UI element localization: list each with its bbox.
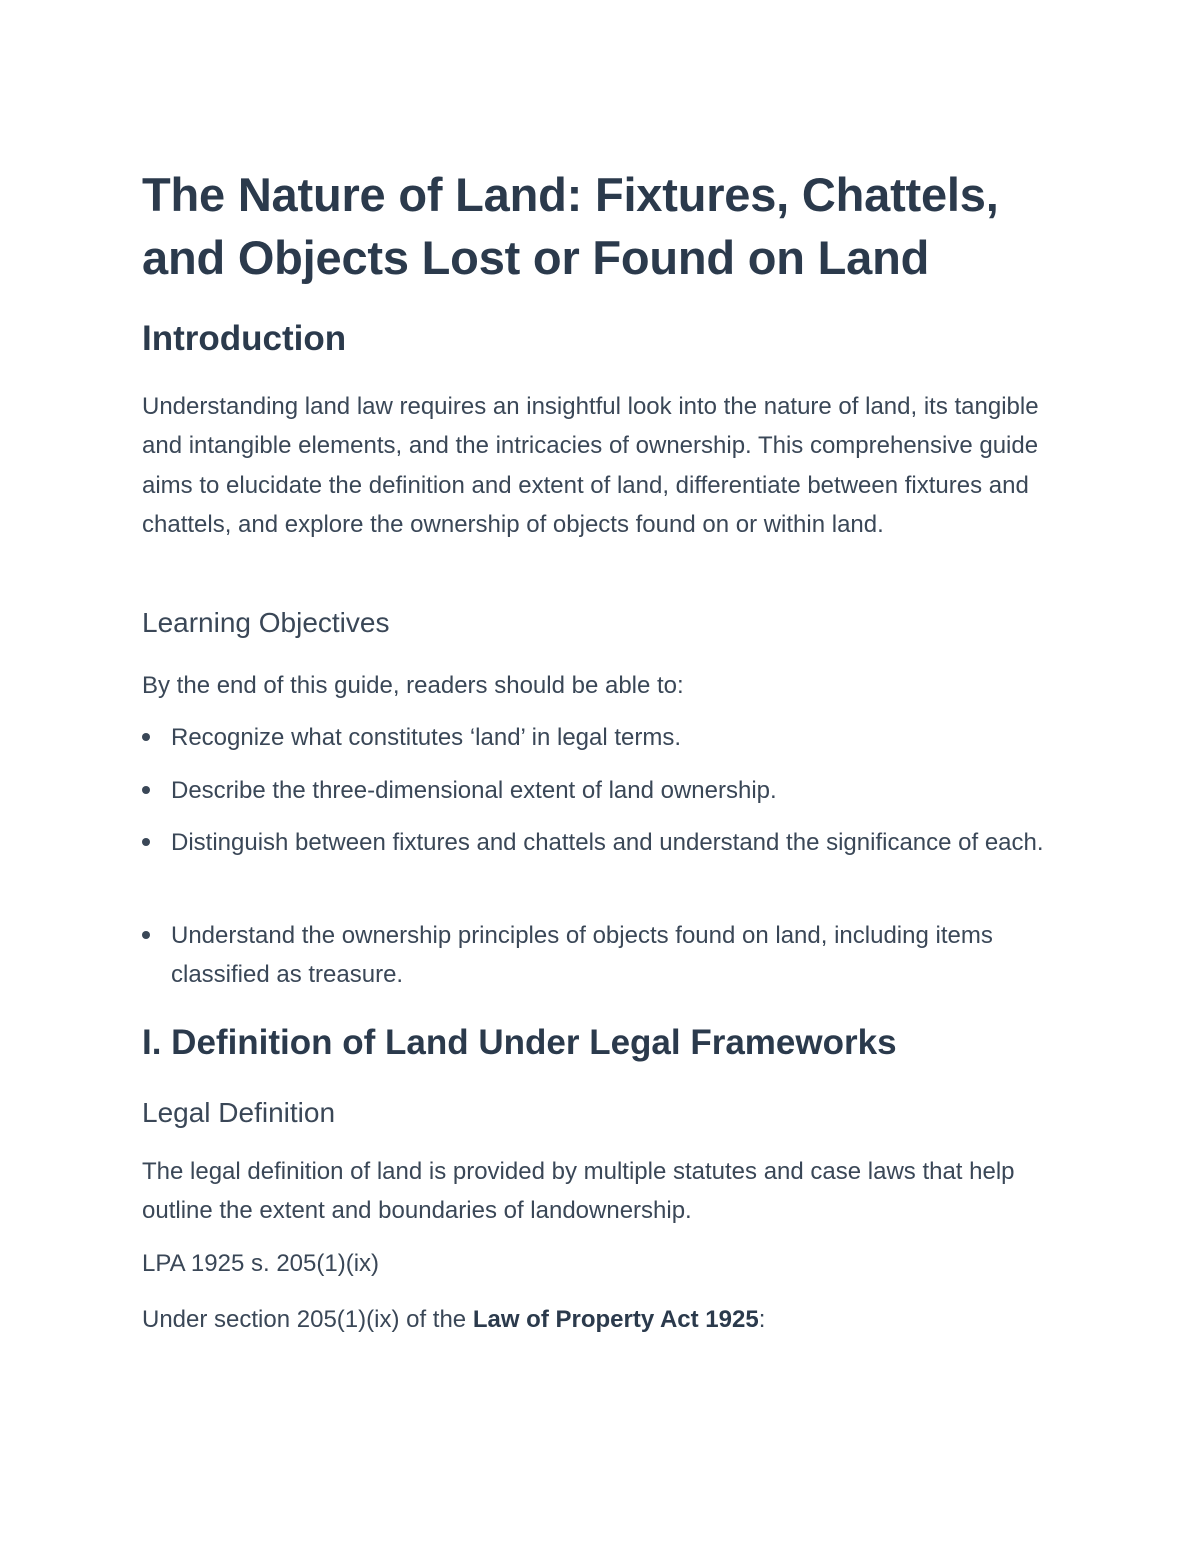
list-item-text: Describe the three-dimensional extent of land ownership.	[171, 777, 777, 804]
lpa-paragraph	[142, 1300, 1057, 1339]
lpa-text-before: Under section 205(1)(ix) of the	[142, 1306, 473, 1333]
bullet-icon	[142, 931, 150, 939]
lpa-heading: LPA 1925 s. 205(1)(ix)	[142, 1250, 380, 1277]
legal-definition-heading: Legal Definition	[142, 1097, 336, 1128]
introduction-heading: Introduction	[142, 319, 347, 358]
learning-objectives-lead: By the end of this guide, readers should be able to:	[142, 672, 684, 699]
learning-objectives-heading: Learning Objectives	[142, 607, 390, 638]
page-title: The Nature of Land: Fixtures, Chattels, and Objects Lost or Found on Land	[142, 168, 999, 284]
bullet-icon	[142, 838, 150, 846]
introduction-paragraph: Understanding land law requires an insightful look into the nature of land, its tangible and intangible elements, and the intricacies of ownership. This comprehensive guide aims to elucidate the definition and extent of land, differentiate between fixtures and chattels, and explore the ownership of objects found on or within land.	[142, 393, 1039, 539]
lpa-text-after: :	[758, 1306, 766, 1333]
section-1-heading: I. Definition of Land Under Legal Frameworks	[142, 1023, 897, 1062]
list-item-text: Distinguish between fixtures and chattels and understand the significance of each.	[171, 829, 1044, 856]
list-item-text: Understand the ownership principles of objects found on land, including items classified as treasure.	[171, 922, 993, 989]
bullet-icon	[142, 733, 150, 741]
list-item-text: Recognize what constitutes ‘land’ in legal terms.	[171, 724, 682, 751]
bullet-icon	[142, 786, 150, 794]
lpa-act-name: Law of Property Act 1925	[472, 1306, 759, 1333]
legal-definition-paragraph: The legal definition of land is provided by multiple statutes and case laws that help outline the extent and boundaries of landownership.	[142, 1158, 1015, 1225]
